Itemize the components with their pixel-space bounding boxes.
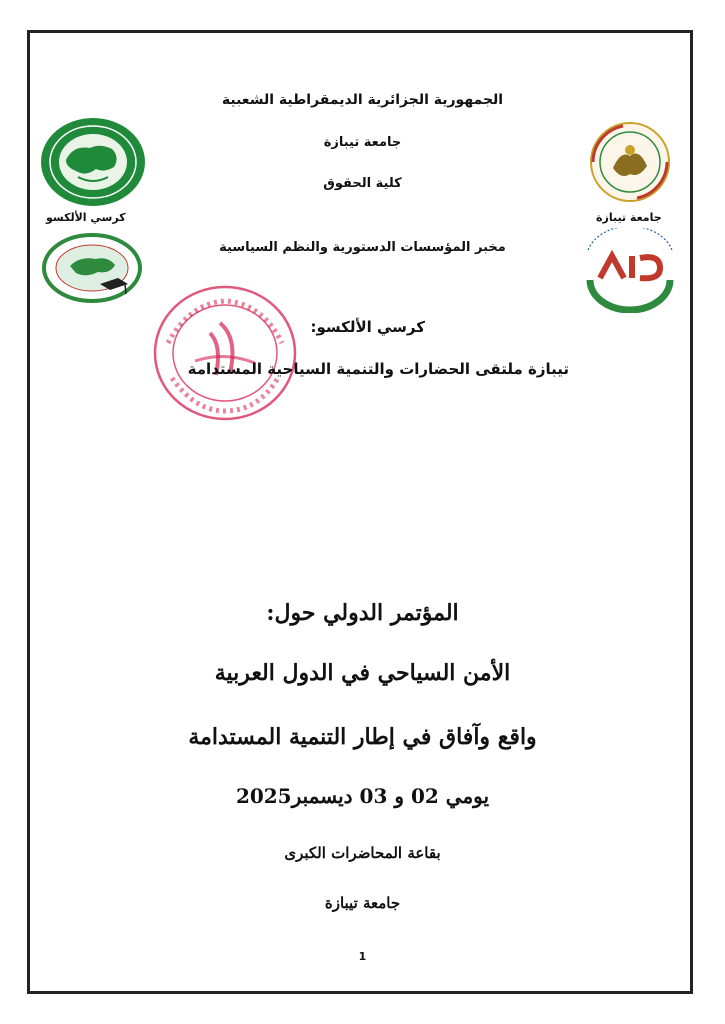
university-label: جامعة تيبازة (596, 211, 662, 224)
lab-logo-icon (580, 228, 680, 313)
official-stamp-icon (150, 283, 300, 423)
university-seal-icon (583, 120, 678, 205)
alecso-chair-label: كرسي الألكسو (46, 211, 126, 224)
conference-venue: بقاعة المحاضرات الكبرى (284, 844, 441, 862)
page-number: 1 (358, 950, 367, 963)
chair-title: كرسي الألكسو: (310, 318, 425, 336)
conference-title-line2: واقع وآفاق في إطار التنمية المستدامة (188, 724, 537, 750)
republic-title: الجمهورية الجزائرية الديمقراطية الشعبية (221, 92, 504, 108)
chair-subtitle: تيبازة ملتقى الحضارات والتنمية السياحية المستدامة (187, 360, 569, 378)
conference-dates: يومي 02 و 03 ديسمبر2025 (235, 784, 490, 808)
conference-title-line1: الأمن السياحي في الدول العربية (214, 660, 511, 686)
alecso-emblem-icon (38, 115, 148, 210)
university-name: جامعة تيبازة (323, 135, 402, 150)
faculty-name: كلية الحقوق (323, 176, 402, 191)
conference-heading: المؤتمر الدولي حول: (266, 600, 459, 626)
conference-place: جامعة تيبازة (324, 894, 401, 912)
arab-network-logo-icon (40, 232, 145, 307)
lab-name: مخبر المؤسسات الدستورية والنظم السياسية (219, 240, 506, 255)
